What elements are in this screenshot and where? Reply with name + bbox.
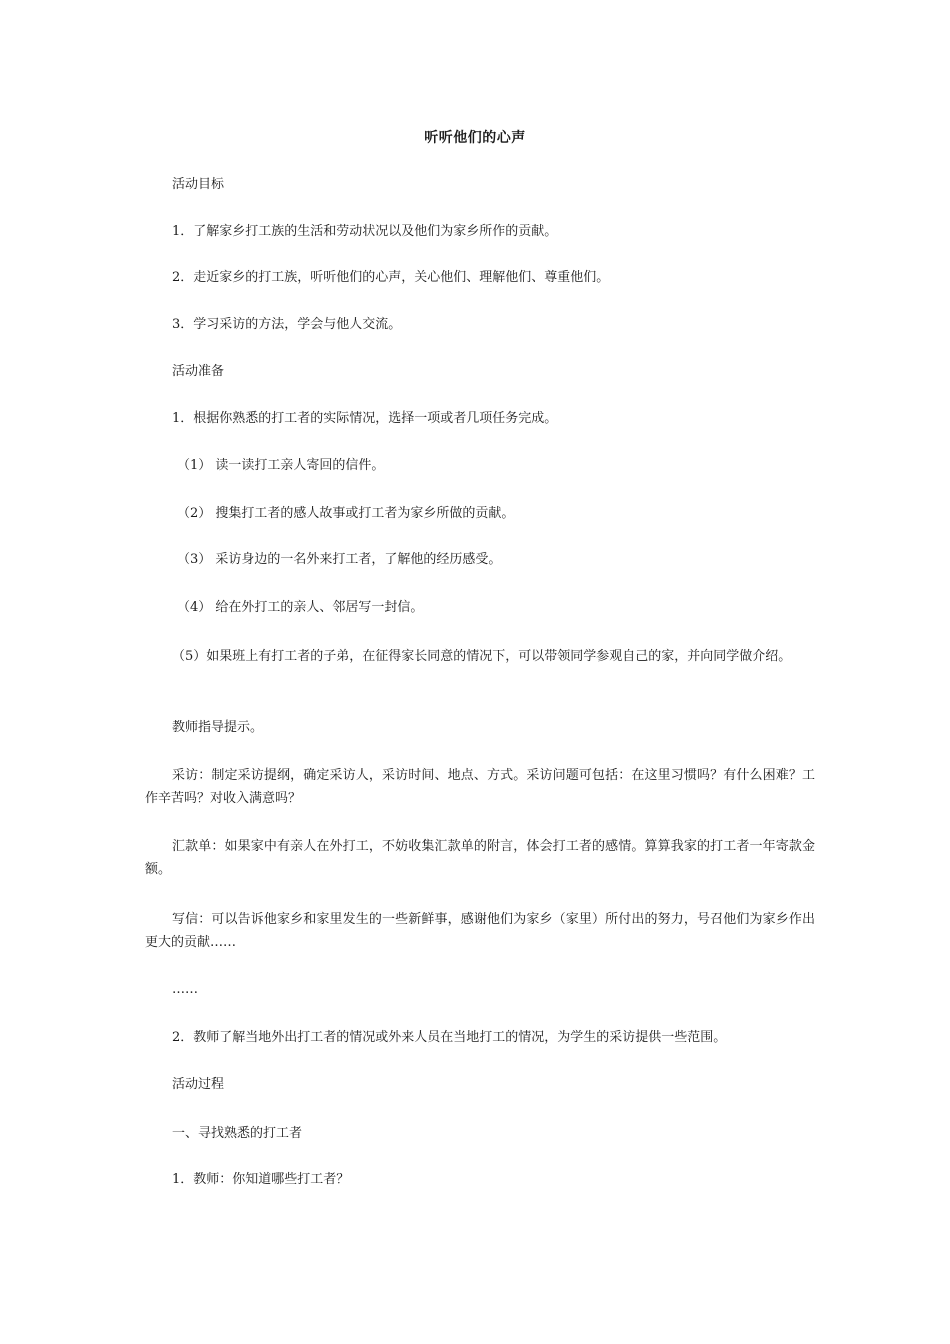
prep-subitem-4: （4） 给在外打工的亲人、邻居写一封信。 (177, 600, 424, 615)
document-title: 听听他们的心声 (424, 130, 526, 146)
prep-item-2: 2．教师了解当地外出打工者的情况或外来人员在当地打工的情况，为学生的采访提供一些范围。 (172, 1030, 727, 1045)
prep-subitem-2: （2） 搜集打工者的感人故事或打工者为家乡所做的贡献。 (177, 506, 515, 521)
prep-subitem-3: （3） 采访身边的一名外来打工者，了解他的经历感受。 (177, 552, 502, 567)
prep-item-5: （5）如果班上有打工者的子弟，在征得家长同意的情况下，可以带领同学参观自己的家，并向同学做介绍。 (172, 649, 792, 664)
tip-remittance: 汇款单：如果家中有亲人在外打工，不妨收集汇款单的附言，体会打工者的感情。算算我家的打工者一年寄款金额。 (145, 839, 815, 877)
goal-item-2: 2．走近家乡的打工族，听听他们的心声，关心他们、理解他们、尊重他们。 (172, 270, 610, 285)
prep-heading: 活动准备 (172, 364, 225, 379)
teacher-tips-heading: 教师指导提示。 (172, 720, 264, 735)
process-heading: 活动过程 (172, 1077, 225, 1092)
ellipsis: …… (172, 982, 198, 997)
section1-heading: 一、寻找熟悉的打工者 (172, 1126, 303, 1141)
tip-interview: 采访：制定采访提纲，确定采访人，采访时间、地点、方式。采访问题可包括：在这里习惯吗？有什么困难？工作辛苦吗？对收入满意吗？ (145, 768, 815, 806)
goals-heading: 活动目标 (172, 177, 225, 192)
goal-item-3: 3．学习采访的方法，学会与他人交流。 (172, 317, 402, 332)
tip-letter: 写信：可以告诉他家乡和家里发生的一些新鲜事，感谢他们为家乡（家里）所付出的努力，号召他们为家乡作出更大的贡献…… (145, 912, 815, 950)
section1-item-1: 1．教师：你知道哪些打工者？ (172, 1172, 350, 1187)
prep-subitem-1: （1） 读一读打工亲人寄回的信件。 (177, 458, 385, 473)
prep-item-1: 1．根据你熟悉的打工者的实际情况，选择一项或者几项任务完成。 (172, 411, 558, 426)
goal-item-1: 1．了解家乡打工族的生活和劳动状况以及他们为家乡所作的贡献。 (172, 224, 558, 239)
